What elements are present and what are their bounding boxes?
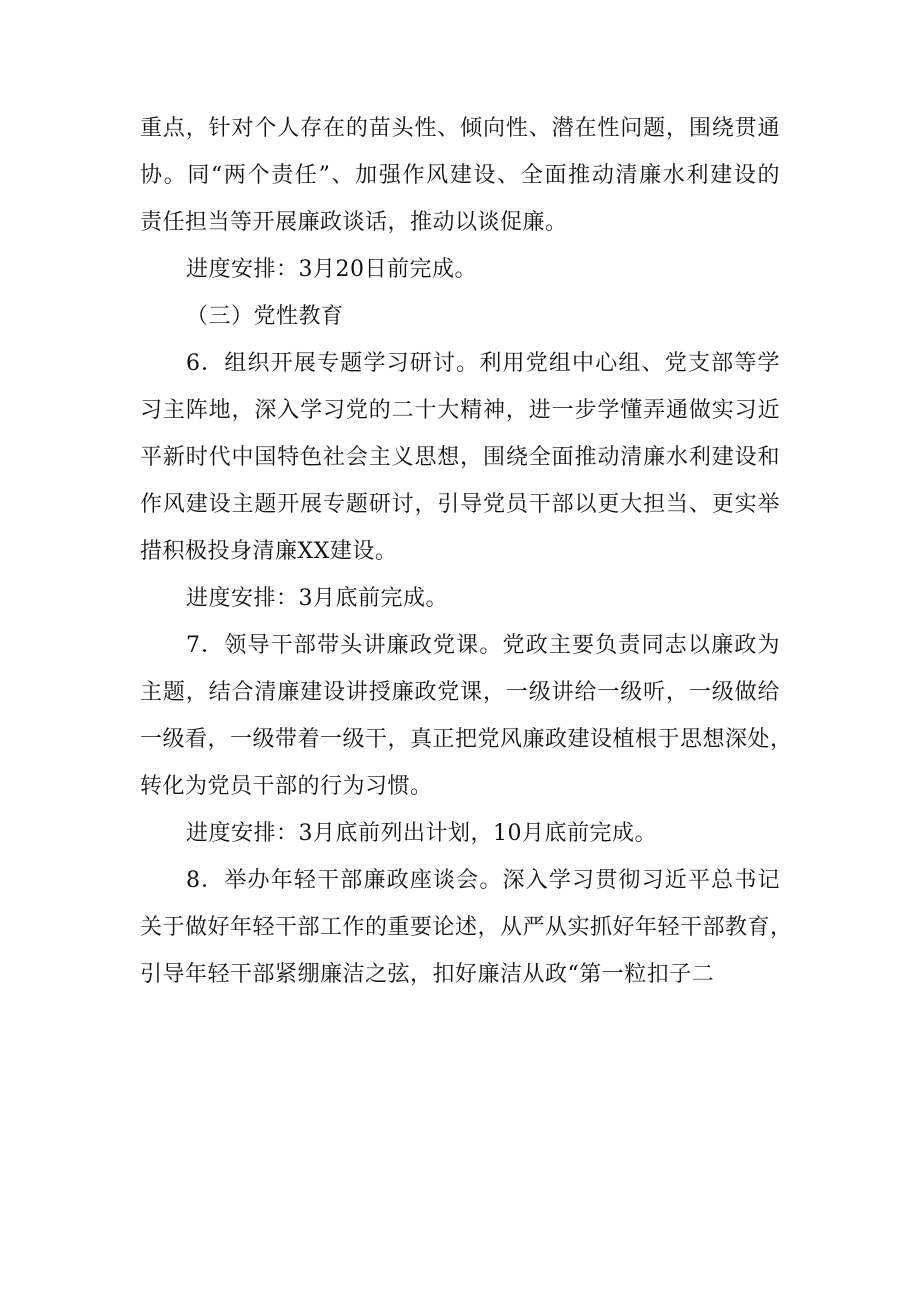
text-line: 协。同“两个责任”、加强作风建设、全面推动清廉水利建设的 (140, 163, 780, 188)
text-line: 习主阵地，深入学习党的二十大精神，进一步学懂弄通做实习近 (140, 398, 780, 423)
text-line: 措积极投身清廉XX建设。 (140, 539, 398, 564)
item-heading-line: 6．组织开展专题学习研讨。利用党组中心组、党支部等学 (186, 351, 780, 376)
progress-schedule-line: 进度安排：3月20日前完成。 (186, 257, 477, 282)
text-line: 重点，针对个人存在的苗头性、倾向性、潜在性问题，围绕贯通 (140, 116, 780, 141)
text-line: 引导年轻干部紧绷廉洁之弦，扣好廉洁从政“第一粒扣子二 (140, 962, 715, 987)
text-line: 转化为党员干部的行为习惯。 (140, 774, 433, 799)
text-line: 作风建设主题开展专题研讨，引导党员干部以更大担当、更实举 (140, 492, 780, 517)
section-heading: （三）党性教育 (186, 304, 344, 329)
item-heading-line: 7．领导干部带头讲廉政党课。党政主要负责同志以廉政为 (186, 633, 780, 658)
text-line: 责任担当等开展廉政谈话，推动以谈促廉。 (140, 210, 568, 235)
progress-schedule-line: 进度安排：3月底前完成。 (186, 586, 448, 611)
item-heading-line: 8．举办年轻干部廉政座谈会。深入学习贯彻习近平总书记 (186, 868, 780, 893)
text-line: 平新时代中国特色社会主义思想，围绕全面推动清廉水利建设和 (140, 445, 780, 470)
text-line: 一级看，一级带着一级干，真正把党风廉政建设植根于思想深处， (140, 727, 793, 752)
progress-schedule-line: 进度安排：3月底前列出计划，10月底前完成。 (186, 821, 657, 846)
text-line: 关于做好年轻干部工作的重要论述，从严从实抓好年轻干部教育， (140, 915, 793, 940)
text-line: 主题，结合清廉建设讲授廉政党课，一级讲给一级听，一级做给 (140, 680, 780, 705)
document-body (140, 105, 793, 998)
